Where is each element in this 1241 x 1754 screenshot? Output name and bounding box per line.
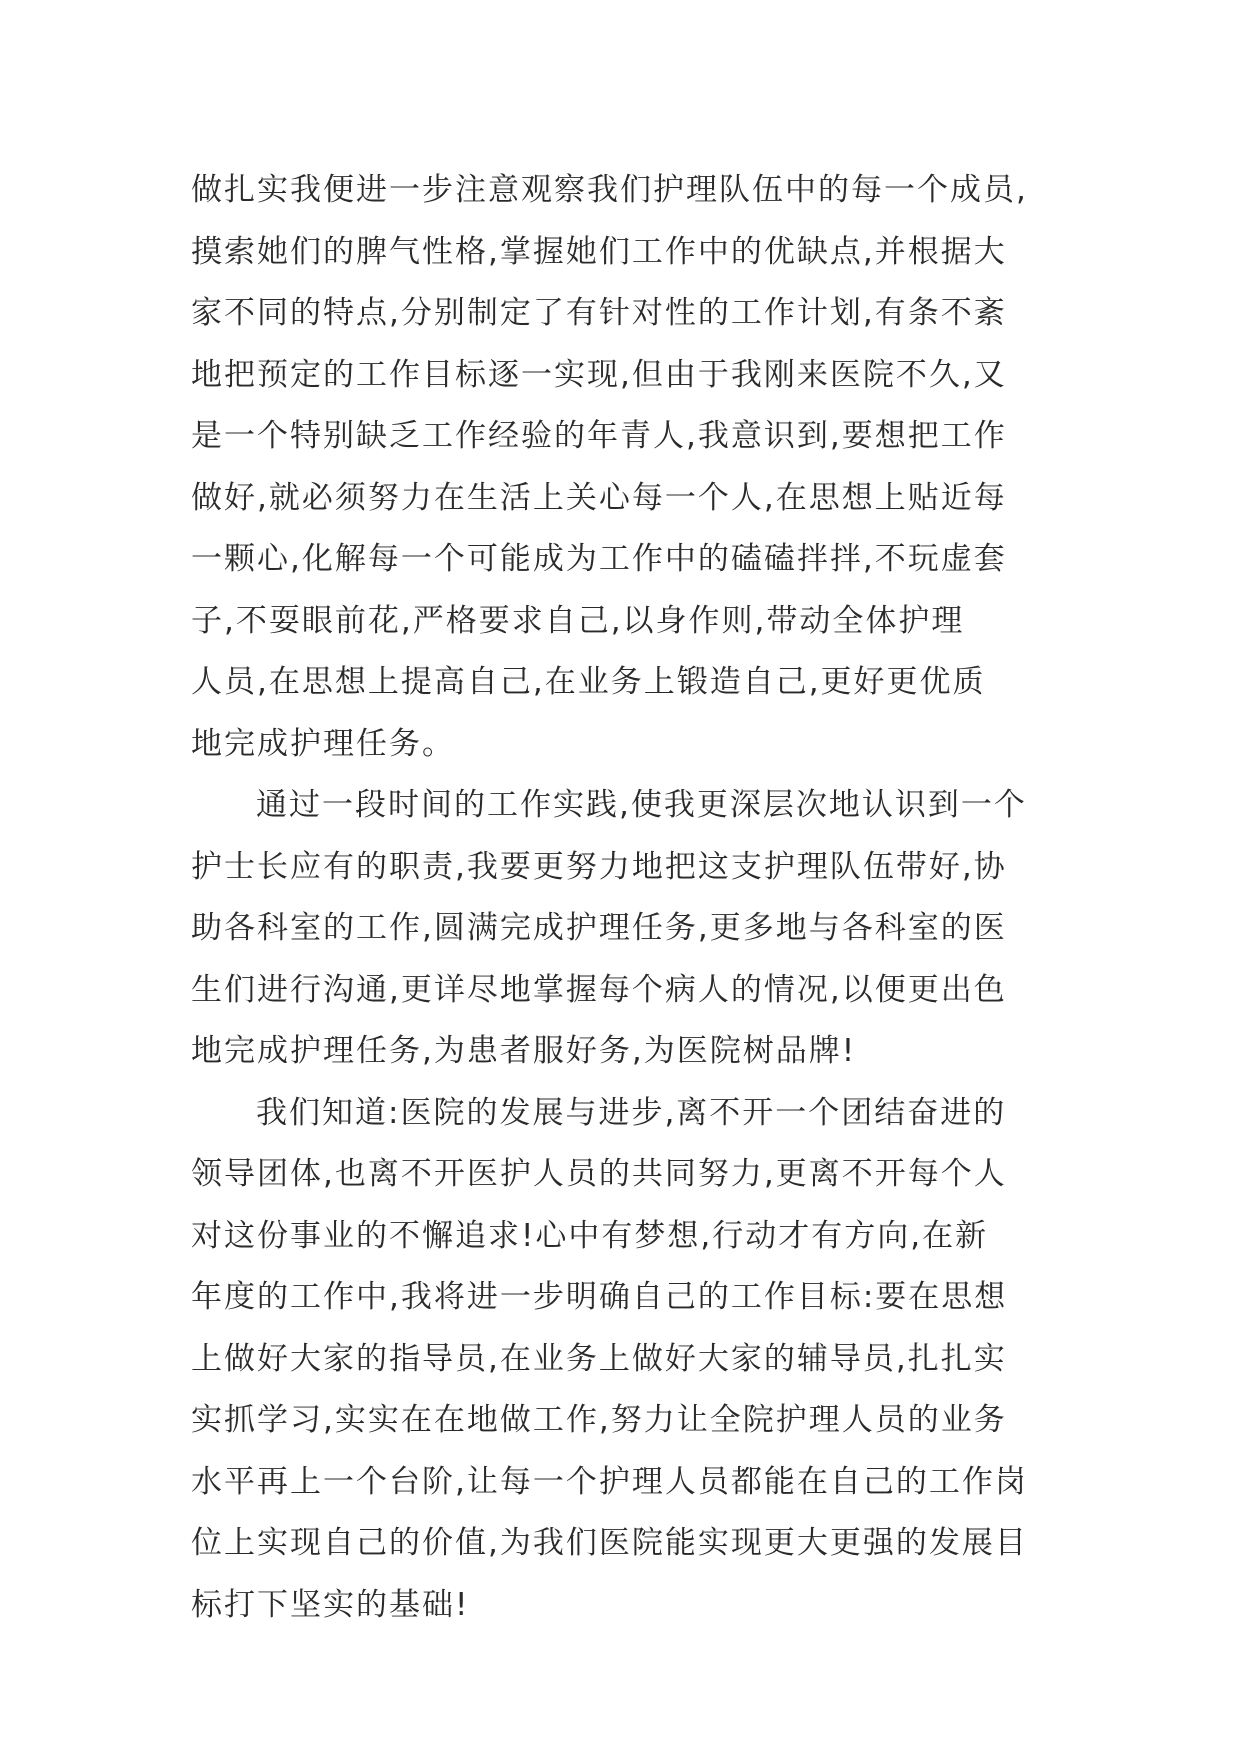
text-line: 摸索她们的脾气性格,掌握她们工作中的优缺点,并根据大 <box>191 233 1007 270</box>
text-line: 水平再上一个台阶,让每一个护理人员都能在自己的工作岗 <box>191 1463 1028 1500</box>
text-line: 护士长应有的职责,我要更努力地把这支护理队伍带好,协 <box>191 848 1007 885</box>
paragraph-1 <box>191 160 1051 775</box>
text-line: 地完成护理任务,为患者服好务,为医院树品牌! <box>191 1033 857 1069</box>
text-line: 一颗心,化解每一个可能成为工作中的磕磕拌拌,不玩虚套 <box>191 541 1007 577</box>
text-line: 做扎实我便进一步注意观察我们护理队伍中的每一个成员, <box>191 172 1028 208</box>
text-line: 是一个特别缺乏工作经验的年青人,我意识到,要想把工作 <box>191 418 1007 454</box>
text-line: 上做好大家的指导员,在业务上做好大家的辅导员,扎扎实 <box>191 1340 1007 1377</box>
text-line: 领导团体,也离不开医护人员的共同努力,更离不开每个人 <box>191 1156 1007 1192</box>
text-line: 子,不耍眼前花,严格要求自己,以身作则,带动全体护理 <box>191 602 965 639</box>
text-line: 对这份事业的不懈追求!心中有梦想,行动才有方向,在新 <box>191 1217 989 1254</box>
text-line: 地把预定的工作目标逐一实现,但由于我刚来医院不久,又 <box>191 356 1007 393</box>
text-line: 地完成护理任务。 <box>191 725 455 762</box>
document-body <box>191 160 1051 1636</box>
text-line: 通过一段时间的工作实践,使我更深层次地认识到一个 <box>256 787 1027 823</box>
paragraph-2 <box>191 775 1051 1083</box>
text-line: 我们知道:医院的发展与进步,离不开一个团结奋进的 <box>256 1094 1007 1131</box>
text-line: 生们进行沟通,更详尽地掌握每个病人的情况,以便更出色 <box>191 971 1007 1008</box>
text-line: 实抓学习,实实在在地做工作,努力让全院护理人员的业务 <box>191 1402 1007 1438</box>
text-line: 家不同的特点,分别制定了有针对性的工作计划,有条不紊 <box>191 295 1007 331</box>
text-line: 人员,在思想上提高自己,在业务上锻造自己,更好更优质 <box>191 664 986 700</box>
text-line: 标打下坚实的基础! <box>191 1586 470 1623</box>
text-line: 位上实现自己的价值,为我们医院能实现更大更强的发展目 <box>191 1525 1028 1561</box>
text-line: 做好,就必须努力在生活上关心每一个人,在思想上贴近每 <box>191 479 1007 516</box>
text-line: 年度的工作中,我将进一步明确自己的工作目标:要在思想 <box>191 1279 1008 1315</box>
text-line: 助各科室的工作,圆满完成护理任务,更多地与各科室的医 <box>191 910 1007 946</box>
paragraph-3 <box>191 1083 1051 1637</box>
